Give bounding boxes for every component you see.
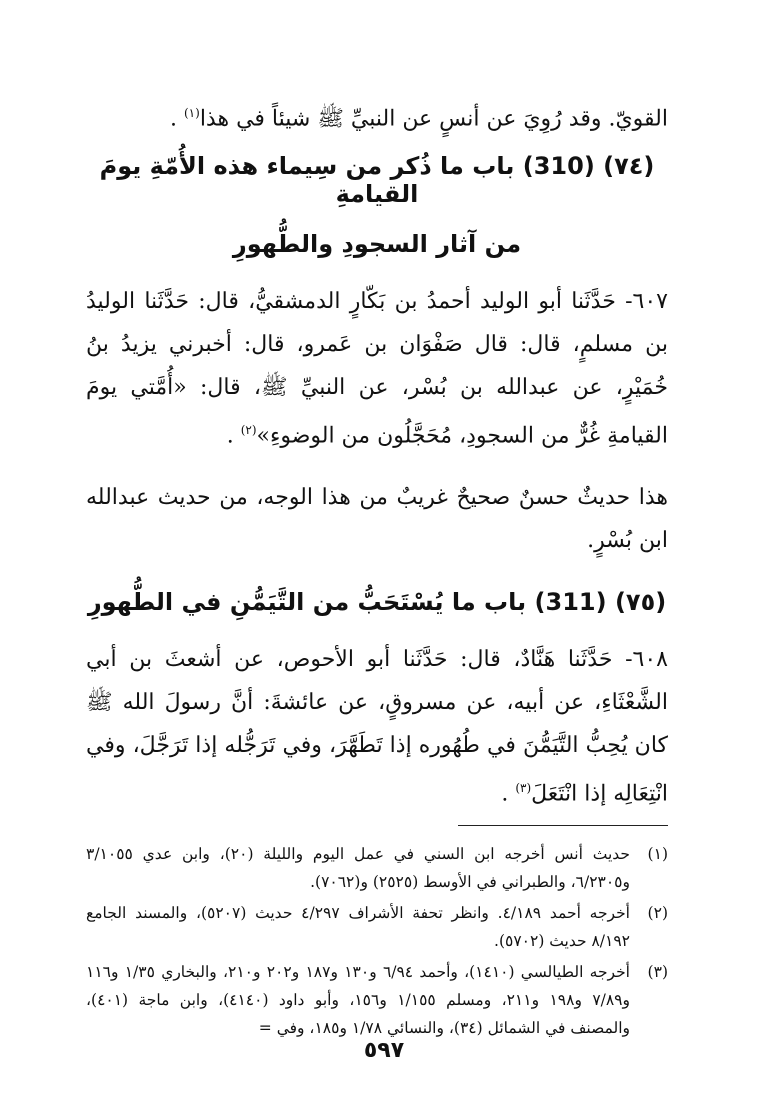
hadith-607: ٦٠٧- حَدَّثَنا أبو الوليد أحمدُ بن بَكّارٍ الدمشقيُّ، قال: حَدَّثَنا الوليدُ بن مسلمٍ، قال: قال صَفْوَان بن عَمرو، قال: أخبرني يزيدُ بنُ خُمَيْرٍ، عن عبدالله بن بُسْر، عن النبيِّ ﷺ، قال: «أُمَّتي يومَ القيامةِ غُرٌّ من السجودِ، مُحَجَّلُون من الوضوءِ»$^{(٢)}$ . <box>86 289 668 449</box>
hadith-607-comment: هذا حديثٌ حسنٌ صحيحٌ غريبٌ من هذا الوجه، من حديث عبدالله ابن بُسْرٍ. <box>86 484 668 553</box>
footnote-2 <box>86 899 668 955</box>
hadith-608: ٦٠٨- حَدَّثَنا هَنَّادٌ، قال: حَدَّثَنا أبو الأحوص، عن أشعثَ بن أبي الشَّعْثَاءِ، عن أبيه، عن مسروقٍ، عن عائشةَ: أنَّ رسولَ الله ﷺ كان يُحِبُّ التَّيَمُّنَ في طُهُوره إذا تَطَهَّرَ، وفي تَرَجُّله إذا تَرَجَّلَ، وفي انْتِعَالِه إذا انْتَعَلَ$^{(٣)}$ . <box>86 646 668 806</box>
footnote-text: حديث أنس أخرجه ابن السني في عمل اليوم والليلة (٢٠)، وابن عدي ٣/١٠٥٥ و٦/٢٣٠٥، والطبراني في الأوسط (٢٥٢٥) و(٧٠٦٢). <box>86 844 630 891</box>
footnote-1 <box>86 840 668 896</box>
hadith-607-text: ٦٠٧- حَدَّثَنا أبو الوليد أحمدُ بن بَكّارٍ الدمشقيُّ، قال: حَدَّثَنا الوليدُ بن مسلمٍ، قال: قال صَفْوَان بن عَمرو، قال: أخبرني يزيدُ بنُ خُمَيْرٍ، عن عبدالله بن بُسْر، عن النبيِّ ﷺ، قال: «أُمَّتي يومَ القيامةِ غُرٌّ من السجودِ، مُحَجَّلُون من الوضوءِ» <box>86 289 668 449</box>
chapter-74-heading <box>86 152 668 258</box>
footnote-divider <box>458 825 668 826</box>
intro-text: القويّ. وقد رُوِيَ عن أنسٍ عن النبيِّ ﷺ شيئاً في هذا$^{(١)}$ . <box>169 106 668 132</box>
book-page <box>86 92 668 1092</box>
chapter-74-subtitle: من آثار السجودِ والطُّهورِ <box>232 230 522 259</box>
footnote-3 <box>86 958 668 1042</box>
page-number: ٥٩٧ <box>363 1038 405 1063</box>
footnote-number: (١) <box>647 844 668 863</box>
chapter-75-title: (٧٥) (311) باب ما يُسْتَحَبُّ من التَّيَمُّنِ في الطُّهورِ <box>87 587 667 616</box>
footnote-ref-2: (٢) <box>240 423 257 438</box>
chapter-74-title: (٧٤) (310) باب ما ذُكر من سِيماء هذه الأُمّةِ يومَ القيامةِ <box>99 152 655 209</box>
footnote-ref-1: (١) <box>183 106 200 120</box>
footnotes <box>86 840 668 1042</box>
footnote-text: أخرجه الطيالسي (١٤١٠)، وأحمد ٦/٩٤ و١٣٠ و١٨٧ و٢٠٢ و٢١٠، والبخاري ١/٣٥ و١١٦ و٧/٨٩ و١٩٨ و٢١١، ومسلم ١/١٥٥ و١٥٦، وأبو داود (٤١٤٠)، وابن ماجة (٤٠١)، والمصنف في الشمائل (٣٤)، والنسائي ١/٧٨ و١٨٥، وفي = <box>86 962 631 1037</box>
footnote-text: أخرجه أحمد ٤/١٨٩. وانظر تحفة الأشراف ٤/٢٩٧ حديث (٥٢٠٧)، والمسند الجامع ٨/١٩٢ حديث (٥٧٠٢). <box>86 903 630 950</box>
hadith-608-text: ٦٠٨- حَدَّثَنا هَنَّادٌ، قال: حَدَّثَنا أبو الأحوص، عن أشعثَ بن أبي الشَّعْثَاءِ، عن أبيه، عن مسروقٍ، عن عائشةَ: أنَّ رسولَ الله ﷺ كان يُحِبُّ التَّيَمُّنَ في طُهُوره إذا تَطَهَّرَ، وفي تَرَجُّله إذا تَرَجَّلَ، وفي انْتِعَالِه إذا انْتَعَلَ <box>86 646 668 806</box>
intro-line: القويّ. وقد رُوِيَ عن أنسٍ عن النبيِّ ﷺ شيئاً في هذا <box>199 106 668 132</box>
footnote-number: (٢) <box>647 903 668 922</box>
footnote-number: (٣) <box>647 962 668 981</box>
footnote-ref-3: (٣) <box>515 780 532 795</box>
